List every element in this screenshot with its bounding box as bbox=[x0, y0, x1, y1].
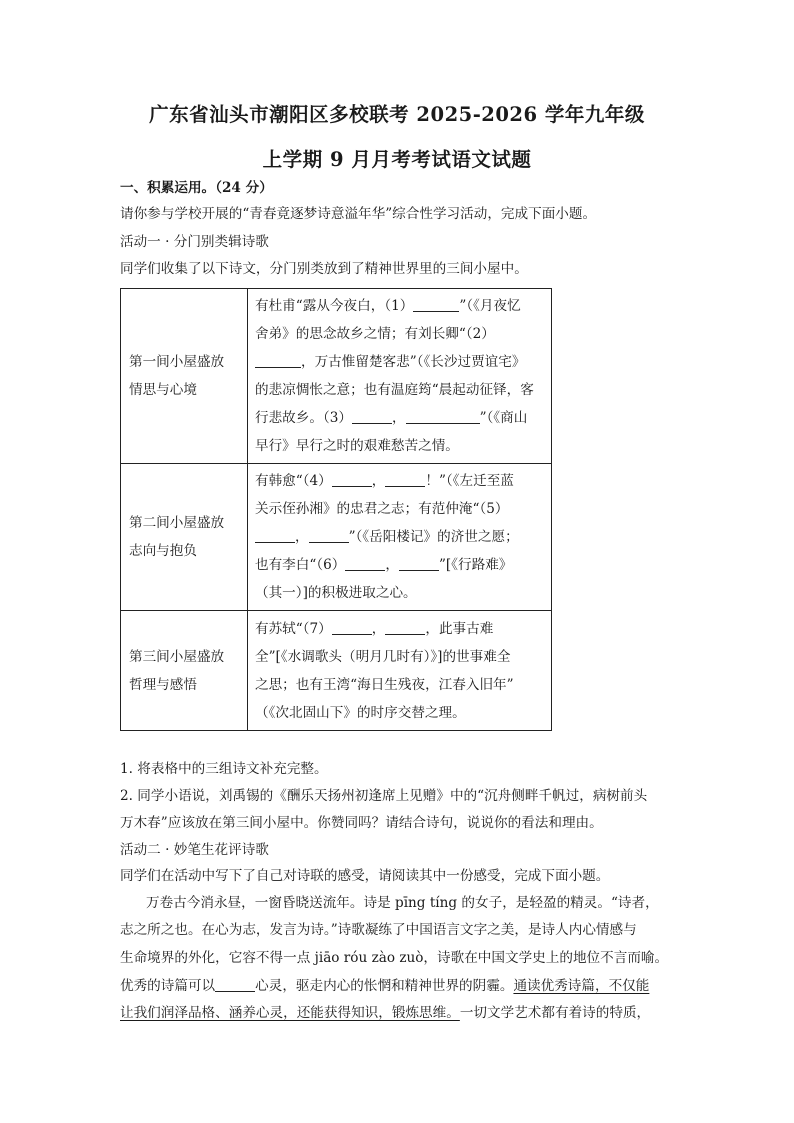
passage-line: 让我们润泽品格、涵养心灵，还能获得知识，锻炼思维。一切文学艺术都有着诗的特质， bbox=[120, 1005, 651, 1021]
activity2-title: 活动二 · 妙笔生花评诗歌 bbox=[120, 842, 269, 858]
category-cell bbox=[121, 611, 248, 731]
passage-line: 万卷古今消永昼，一窗昏晓送流年。诗是 pīng tíng 的女子，是轻盈的精灵。“诗者， bbox=[146, 895, 659, 911]
verse-line: 之思；也有王湾“海日生残夜，江春入旧年” bbox=[255, 676, 514, 693]
underlined-sentence: 让我们润泽品格、涵养心灵，还能获得知识，锻炼思维。 bbox=[120, 1005, 460, 1021]
underlined-sentence: 通读优秀诗篇，不仅能 bbox=[513, 978, 650, 994]
question-2-line2: 万木春”应该放在第三间小屋中。你赞同吗？请结合诗句，说说你的看法和理由。 bbox=[120, 815, 603, 831]
table-row bbox=[121, 464, 552, 611]
answer-blank[interactable] bbox=[215, 976, 255, 992]
verse-line: 的悲凉惆怅之意；也有温庭筠“晨起动征铎，客 bbox=[255, 382, 534, 398]
category-label: 情思与心境 bbox=[129, 382, 197, 398]
category-cell bbox=[121, 289, 248, 464]
verse-line: 早行》早行之时的艰难愁苦之情。 bbox=[255, 438, 459, 454]
verse-line: 全”[《水调歌头（明月几时有）》]的世事难全 bbox=[255, 648, 511, 665]
answer-blank[interactable] bbox=[385, 471, 425, 487]
category-label: 第三间小屋盛放 bbox=[129, 648, 225, 665]
verse-line: 有韩愈“（4） ， ！”（《左迁至蓝 bbox=[255, 473, 514, 489]
verse-line: 有苏轼“（7） ， ，此事古难 bbox=[255, 620, 494, 637]
category-cell bbox=[121, 464, 248, 611]
answer-blank[interactable] bbox=[406, 408, 480, 424]
verse-cell bbox=[248, 289, 552, 464]
verse-line: ， ”（《岳阳楼记》的济世之愿； bbox=[255, 523, 545, 551]
category-label: 哲理与感悟 bbox=[129, 676, 197, 693]
answer-blank[interactable] bbox=[345, 555, 385, 571]
answer-blank[interactable] bbox=[255, 527, 295, 543]
activity2-desc: 同学们在活动中写下了自己对诗联的感受，请阅读其中一份感受，完成下面小题。 bbox=[120, 868, 610, 884]
section-heading: 一、积累运用。（24 分） bbox=[120, 180, 273, 196]
verse-line: 有杜甫“露从今夜白，（1） ”（《月夜忆 bbox=[255, 298, 521, 314]
verse-line: 也有李白“（6） ， ”[《行路难》 bbox=[255, 557, 513, 573]
verse-line: （其一）]的积极进取之心。 bbox=[255, 585, 417, 601]
category-label: 第二间小屋盛放 bbox=[129, 515, 225, 531]
answer-blank[interactable] bbox=[399, 555, 439, 571]
answer-blank[interactable] bbox=[309, 527, 349, 543]
question-1: 1. 将表格中的三组诗文补充完整。 bbox=[120, 761, 328, 777]
category-label: 志向与抱负 bbox=[129, 543, 197, 559]
page-title-line1: 广东省汕头市潮阳区多校联考 2025-2026 学年九年级 bbox=[149, 103, 645, 126]
question-2-line1: 2. 同学小语说，刘禹锡的《酬乐天扬州初逢席上见赠》中的“沉舟侧畔千帆过，病树前头 bbox=[120, 788, 648, 804]
verse-line: （《次北固山下》的时序交替之理。 bbox=[255, 704, 466, 721]
passage-line: 优秀的诗篇可以 心灵，驱走内心的怅惘和精神世界的阴霾。通读优秀诗篇，不仅能 bbox=[120, 978, 650, 994]
answer-blank[interactable] bbox=[255, 352, 301, 368]
passage-line: 生命境界的外化，它容不得一点 jiāo róu zào zuò，诗歌在中国文学史上的地位不言而喻。 bbox=[120, 950, 669, 966]
activity1-title: 活动一 · 分门别类辑诗歌 bbox=[120, 234, 269, 250]
verse-line: 行悲故乡。（3） ， ”（《商山 bbox=[255, 410, 528, 426]
answer-blank[interactable] bbox=[332, 619, 372, 635]
answer-blank[interactable] bbox=[385, 619, 425, 635]
verse-cell bbox=[248, 464, 552, 611]
table-row bbox=[121, 289, 552, 464]
verse-line: 舍弟》的思念故乡之情；有刘长卿“（2） bbox=[255, 326, 495, 342]
category-label: 第一间小屋盛放 bbox=[129, 354, 225, 370]
poem-table bbox=[120, 288, 552, 731]
verse-line: 关示侄孙湘》的忠君之志；有范仲淹“（5） bbox=[255, 501, 509, 517]
answer-blank[interactable] bbox=[332, 471, 372, 487]
passage-line: 志之所之也。在心为志，发言为诗。”诗歌凝练了中国语言文字之美，是诗人内心情感与 bbox=[120, 922, 637, 938]
activity1-desc: 同学们收集了以下诗文，分门别类放到了精神世界里的三间小屋中。 bbox=[120, 261, 528, 277]
answer-blank[interactable] bbox=[413, 296, 459, 312]
section-intro: 请你参与学校开展的“青春竟逐梦诗意溢年华”综合性学习活动，完成下面小题。 bbox=[120, 206, 597, 222]
answer-blank[interactable] bbox=[352, 408, 392, 424]
verse-cell bbox=[248, 611, 552, 731]
table-row bbox=[121, 611, 552, 731]
page-title-line2: 上学期 9 月月考考试语文试题 bbox=[262, 148, 532, 171]
verse-line: ，万古惟留楚客悲”（《长沙过贾谊宅》 bbox=[255, 348, 545, 376]
